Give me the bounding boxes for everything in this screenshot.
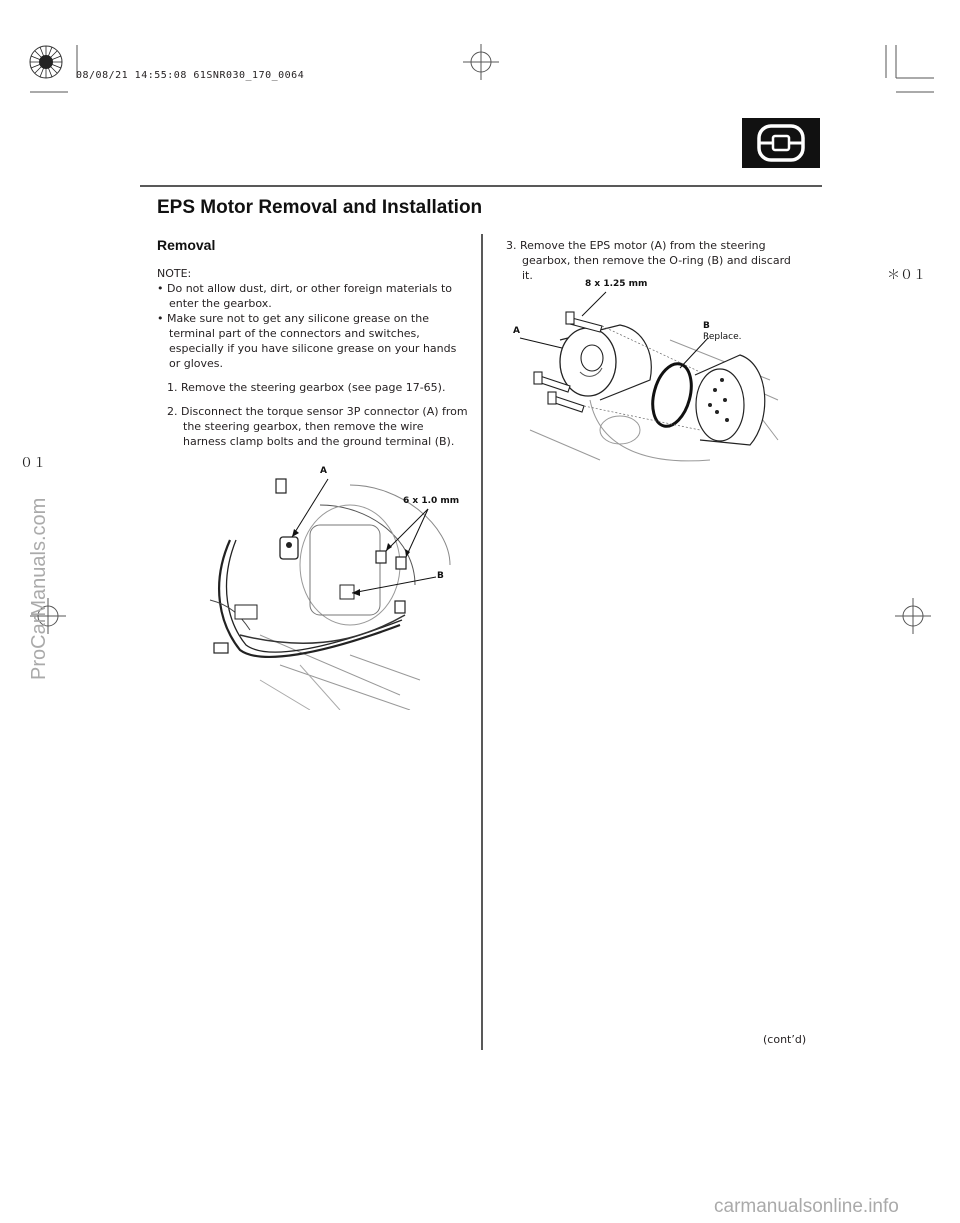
figure2-replace-note: Replace. — [703, 332, 742, 342]
page-title: EPS Motor Removal and Installation — [157, 197, 483, 218]
right-column-text — [496, 238, 796, 283]
step-2: 2. Disconnect the torque sensor 3P connector (A) from the steering gearbox, then remove the wire harness clamp bolts and the ground terminal (B). — [167, 405, 468, 448]
print-stamp: 08/08/21 14:55:08 61SNR030_170_0064 — [76, 70, 305, 81]
bottom-watermark: carmanualsonline.info — [714, 1196, 899, 1217]
figure1-label-b: B — [437, 571, 444, 581]
figure1-bolt-size: 6 x 1.0 mm — [403, 496, 460, 506]
figure2-label-a: A — [513, 326, 520, 336]
note-item: • Do not allow dust, dirt, or other foreign materials to enter the gearbox. — [157, 282, 453, 310]
figure-eps-motor — [510, 280, 785, 470]
side-watermark: ProCarManuals.com — [28, 497, 50, 680]
continued-marker: (cont’d) — [763, 1033, 807, 1046]
note-item: • Make sure not to get any silicone grease on the terminal part of the connectors and switches, especially if you have silicone grease on your hands or gloves. — [157, 312, 457, 370]
figure2-label-b: B — [703, 321, 710, 331]
left-column-text — [157, 266, 469, 449]
figure2-bolt-size: 8 x 1.25 mm — [585, 279, 648, 289]
corner-mark-right: ＊０１ — [887, 268, 927, 283]
registration-target-icon — [30, 46, 62, 78]
figure1-label-a: A — [320, 466, 327, 476]
corner-mark-left: ０１ — [20, 456, 47, 471]
step-1: 1. Remove the steering gearbox (see page 17-65). — [167, 381, 446, 394]
note-label: NOTE: — [157, 267, 192, 280]
step-3: 3. Remove the EPS motor (A) from the steering gearbox, then remove the O-ring (B) and discard it. — [506, 239, 791, 282]
steering-wheel-icon — [742, 118, 820, 168]
section-title: Removal — [157, 237, 216, 253]
section-tab — [742, 118, 820, 168]
